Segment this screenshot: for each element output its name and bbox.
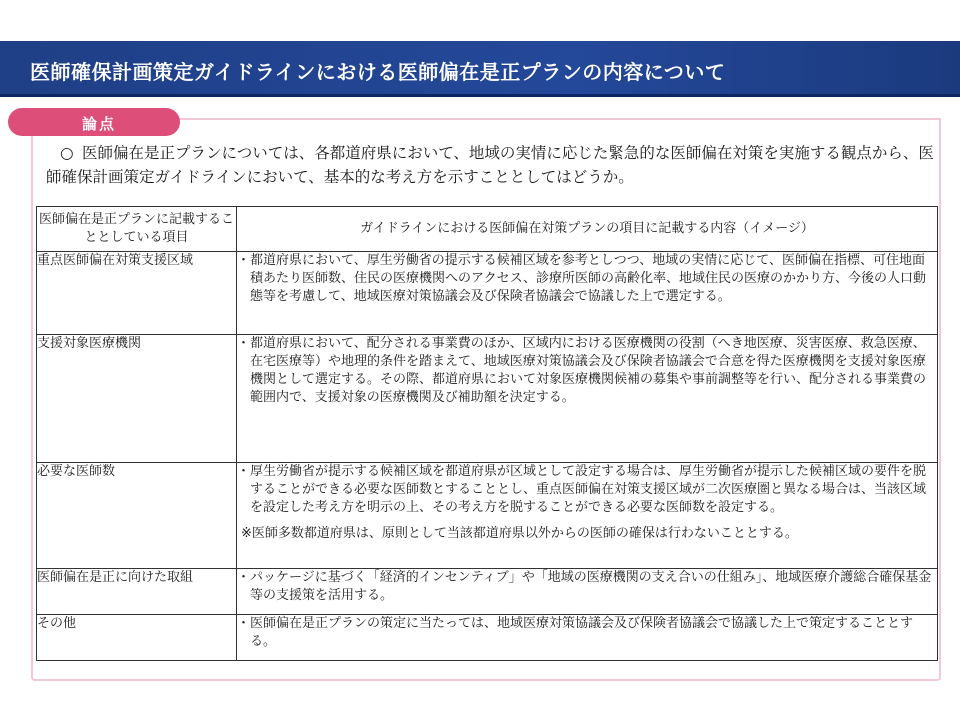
topic-badge-label: 論点 bbox=[82, 115, 117, 133]
page-title: 医師確保計画策定ガイドラインにおける医師偏在是正プランの内容について bbox=[30, 60, 726, 84]
row-item-label: その他 bbox=[37, 615, 237, 661]
bullet-mark: ・ bbox=[237, 570, 251, 585]
row-content-text: パッケージに基づく「経済的インセンティブ」や「地域の医療機関の支え合いの仕組み」、地域医療介護総合確保基金等の支援策を活用する。 bbox=[250, 570, 932, 603]
row-content-text: 都道府県において、配分される事業費のほか、区域内における医療機関の役割（へき地医療、災害医療、救急医療、在宅医療等）や地理的条件を踏まえて、地域医療対策協議会及び保険者協議会で合意を得た医療機関を支援対象医療機関として選定する。その際、都道府県において対象医療機関候補の募集や事前調整等を行い、配分される事業費の範囲内で、支援対象の医療機関及び補助額を決定する。 bbox=[250, 336, 927, 405]
topic-badge bbox=[8, 108, 180, 136]
table-header-row bbox=[37, 207, 938, 252]
row-note: ※医師多数都道府県は、原則として当該都道府県以外からの医師の確保は行わないこととする。 bbox=[241, 526, 798, 541]
row-content-text: 都道府県において、厚生労働省の提示する候補区域を参考としつつ、地域の実情に応じて、医師偏在指標、可住地面積あたり医師数、住民の医療機関へのアクセス、診療所医師の高齢化率、地域住民の医療のかかり方、今後の人口動態等を考慮して、地域医療対策協議会及び保険者協議会で協議した上で選定する。 bbox=[250, 253, 927, 304]
row-content bbox=[237, 252, 938, 335]
header-content-column: ガイドラインにおける医師偏在対策プランの項目に記載する内容（イメージ） bbox=[237, 207, 938, 252]
bullet-mark: ・ bbox=[237, 616, 251, 631]
row-content-text: 医師偏在是正プランの策定に当たっては、地域医療対策協議会及び保険者協議会で協議した上で策定することとする。 bbox=[250, 616, 914, 649]
table-row bbox=[37, 335, 938, 463]
row-item-label: 必要な医師数 bbox=[37, 463, 237, 569]
table-row bbox=[37, 615, 938, 661]
circle-bullet-icon: ○ bbox=[60, 144, 74, 162]
table-row bbox=[37, 463, 938, 569]
plan-items-table bbox=[36, 206, 938, 661]
lead-text: 医師偏在是正プランについては、各都道府県において、地域の実情に応じた緊急的な医師偏在対策を実施する観点から、医師確保計画策定ガイドラインにおいて、基本的な考え方を示すこととしてはどうか。 bbox=[46, 144, 934, 186]
row-content bbox=[237, 569, 938, 615]
row-content bbox=[237, 335, 938, 463]
header-item-column: 医師偏在是正プランに記載することとしている項目 bbox=[37, 207, 237, 252]
title-bar bbox=[0, 41, 960, 97]
row-item-label: 支援対象医療機関 bbox=[37, 335, 237, 463]
bullet-mark: ・ bbox=[237, 336, 251, 351]
bullet-mark: ・ bbox=[237, 464, 251, 479]
row-content bbox=[237, 615, 938, 661]
row-content bbox=[237, 463, 938, 569]
row-item-label: 重点医師偏在対策支援区域 bbox=[37, 252, 237, 335]
table-row bbox=[37, 252, 938, 335]
table-row bbox=[37, 569, 938, 615]
bullet-mark: ・ bbox=[237, 253, 251, 268]
row-item-label: 医師偏在是正に向けた取組 bbox=[37, 569, 237, 615]
row-content-text: 厚生労働省が提示する候補区域を都道府県が区域として設定する場合は、厚生労働省が提示した候補区域の要件を脱することができる必要な医師数とすることとし、重点医師偏在対策支援区域が二次医療圏と異なる場合は、当該区域を設定した考え方を明示の上、その考え方を脱することができる必要な医師数を設定する。 bbox=[250, 464, 927, 515]
lead-paragraph bbox=[46, 141, 936, 189]
